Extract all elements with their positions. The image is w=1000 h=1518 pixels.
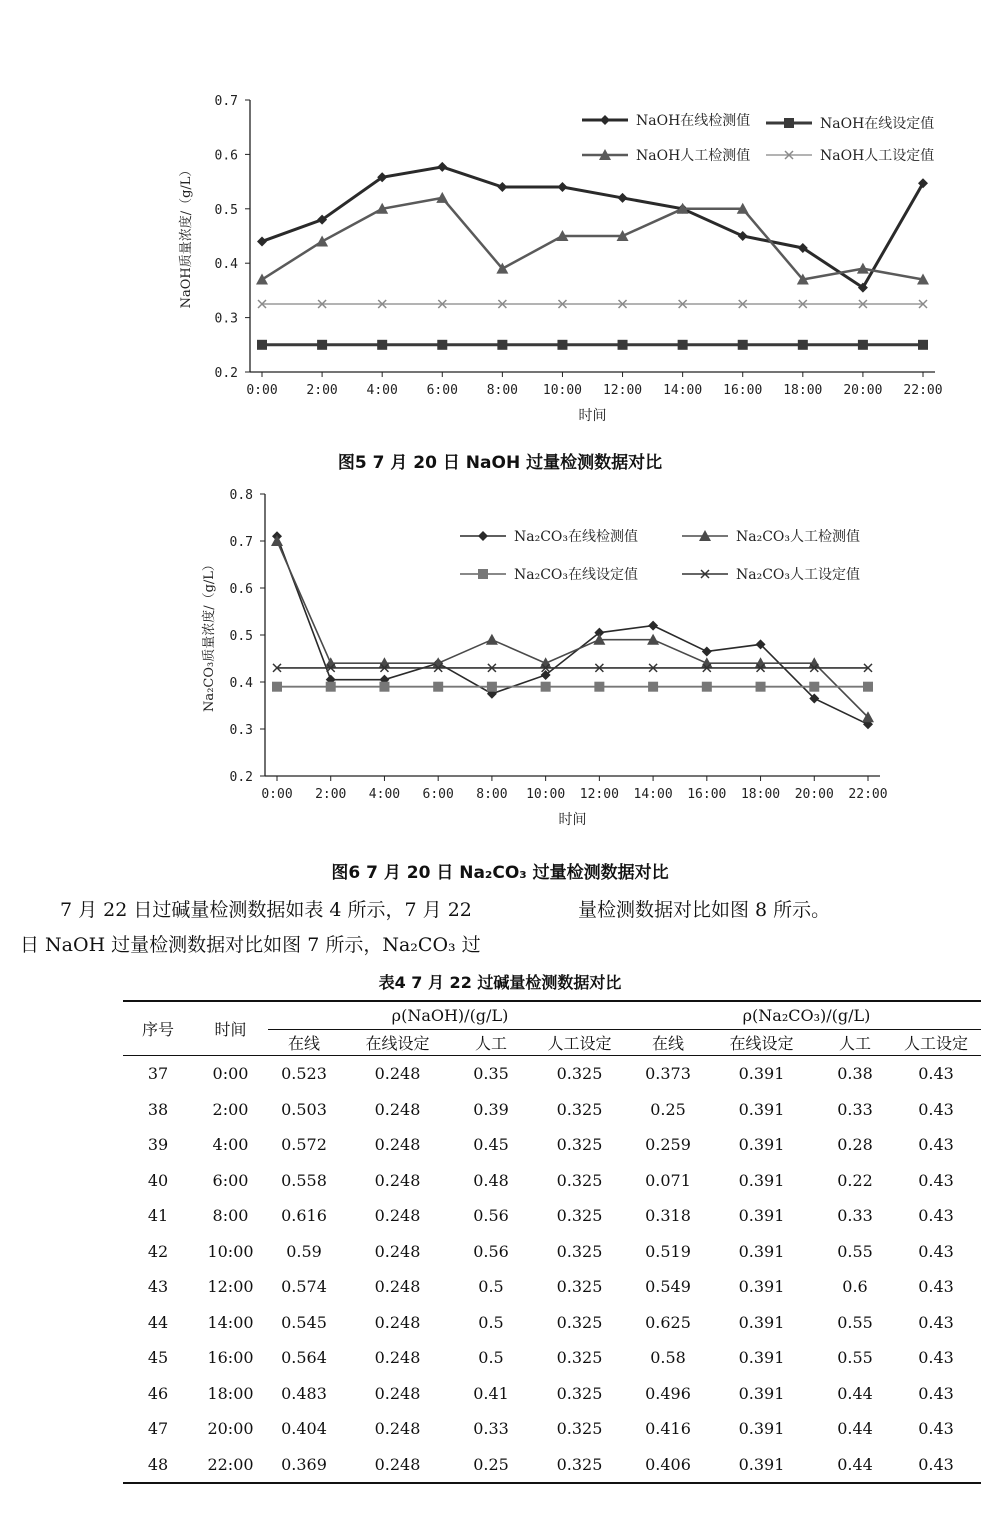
x-tick-label: 6:00	[426, 383, 458, 398]
table-cell: 0.56	[473, 1241, 509, 1261]
legend-label: Na₂CO₃在线设定值	[514, 567, 639, 583]
table-cell: 0.325	[556, 1419, 603, 1439]
data-point	[702, 646, 712, 656]
legend-label: Na₂CO₃在线检测值	[514, 529, 639, 545]
paragraph-left-line-1: 7 月 22 日过碱量检测数据如表 4 所示，7 月 22	[60, 899, 472, 921]
table-cell: 0.416	[645, 1419, 691, 1439]
y-tick-label: 0.2	[214, 366, 238, 381]
table-cell: 0.248	[374, 1241, 421, 1261]
header-sub: 人工设定	[891, 1030, 981, 1056]
header-sub: 在线设定	[340, 1030, 455, 1056]
y-axis-label: NaOH质量浓度/（g/L）	[179, 163, 194, 309]
data-point	[497, 182, 507, 192]
data-point	[379, 682, 389, 692]
table-cell: 0.391	[738, 1241, 785, 1261]
legend-marker	[478, 569, 488, 579]
series-line	[262, 198, 923, 280]
y-tick-label: 0.5	[214, 202, 238, 218]
data-point	[702, 682, 712, 692]
table-cell: 0.248	[374, 1099, 421, 1119]
table-cell: 16:00	[207, 1348, 254, 1368]
x-tick-label: 8:00	[476, 787, 508, 802]
table-cell: 0.248	[374, 1312, 421, 1332]
table-cell: 0.404	[281, 1419, 327, 1439]
table-cell: 0.545	[281, 1312, 327, 1332]
table-row	[123, 1234, 981, 1270]
table-cell: 0.43	[918, 1348, 954, 1368]
table-cell: 12:00	[207, 1277, 254, 1297]
x-tick-label: 2:00	[306, 383, 338, 398]
table-cell: 0.248	[374, 1170, 421, 1190]
table-cell: 0.391	[738, 1454, 785, 1474]
x-tick-label: 18:00	[783, 383, 823, 398]
table-cell: 0.391	[738, 1064, 785, 1084]
table-cell: 0.391	[738, 1383, 785, 1403]
table-cell: 0.28	[837, 1135, 873, 1155]
data-point	[433, 682, 443, 692]
data-point	[648, 682, 658, 692]
table-row	[123, 1163, 981, 1199]
data-point	[497, 340, 507, 350]
table-cell: 0.5	[478, 1348, 504, 1368]
table-cell: 0.625	[645, 1312, 691, 1332]
table-row	[123, 1198, 981, 1234]
data-point	[437, 340, 447, 350]
table-cell: 0.33	[837, 1206, 873, 1226]
y-axis-label: Na₂CO₃质量浓度/（g/L）	[202, 558, 217, 712]
x-tick-label: 16:00	[687, 787, 727, 802]
header-time: 时间	[193, 1001, 268, 1056]
table-cell: 10:00	[207, 1241, 254, 1261]
table-cell: 0.43	[918, 1312, 954, 1332]
table-cell: 0.325	[556, 1312, 603, 1332]
table-cell: 0.391	[738, 1099, 785, 1119]
table-cell: 0.248	[374, 1206, 421, 1226]
y-tick-label: 0.6	[214, 148, 238, 164]
y-tick-label: 0.6	[229, 582, 253, 597]
legend-label: NaOH在线设定值	[820, 116, 935, 132]
x-tick-label: 0:00	[246, 383, 278, 398]
x-tick-label: 16:00	[723, 383, 763, 398]
paragraph-right-line-1: 量检测数据对比如图 8 所示。	[578, 899, 831, 921]
table-cell: 22:00	[207, 1454, 254, 1474]
table-cell: 0.325	[556, 1383, 603, 1403]
x-tick-label: 8:00	[486, 383, 519, 398]
table-cell: 48	[147, 1454, 169, 1474]
data-point	[594, 682, 604, 692]
table-cell: 0.55	[837, 1348, 873, 1368]
legend-label: NaOH人工设定值	[820, 148, 935, 164]
table-cell: 0.44	[837, 1454, 873, 1474]
table-cell: 42	[147, 1241, 169, 1261]
table-cell: 14:00	[207, 1312, 254, 1332]
data-point	[326, 682, 336, 692]
header-seq: 序号	[123, 1001, 193, 1056]
table-cell: 0.391	[738, 1206, 785, 1226]
header-sub: 人工	[455, 1030, 527, 1056]
legend-label: Na₂CO₃人工设定值	[736, 567, 861, 583]
y-tick-label: 0.7	[214, 94, 238, 109]
data-point	[257, 340, 267, 350]
data-point	[257, 236, 267, 246]
table-cell: 4:00	[212, 1135, 249, 1155]
table-cell: 0.33	[473, 1419, 509, 1439]
table-cell: 0.391	[738, 1312, 785, 1332]
table-cell: 0.558	[281, 1170, 327, 1190]
table-cell: 0.572	[281, 1135, 327, 1155]
x-tick-label: 6:00	[422, 787, 454, 802]
data-point	[486, 634, 498, 645]
x-tick-label: 12:00	[579, 787, 619, 802]
legend-marker	[784, 118, 794, 128]
table-cell: 0.43	[918, 1241, 954, 1261]
y-tick-label: 0.2	[229, 770, 253, 785]
table-cell: 0.519	[645, 1241, 691, 1261]
table-cell: 0.35	[473, 1064, 509, 1084]
paragraph-left-line-2: 日 NaOH 过量检测数据对比如图 7 所示，Na₂CO₃ 过	[20, 934, 481, 956]
table-cell: 0.325	[556, 1170, 603, 1190]
table-cell: 0.248	[374, 1277, 421, 1297]
table-cell: 0.48	[473, 1170, 509, 1190]
table-cell: 0.38	[837, 1064, 873, 1084]
table-cell: 41	[147, 1206, 169, 1226]
table-cell: 0.503	[281, 1099, 327, 1119]
data-point	[918, 340, 928, 350]
legend-label: NaOH在线检测值	[636, 113, 751, 129]
table-cell: 0.391	[738, 1419, 785, 1439]
table-cell: 20:00	[207, 1419, 254, 1439]
table-cell: 0.41	[473, 1383, 509, 1403]
table-row	[123, 1092, 981, 1128]
table-cell: 0.25	[473, 1454, 509, 1474]
table-cell: 0.325	[556, 1277, 603, 1297]
table-cell: 0.248	[374, 1383, 421, 1403]
table-cell: 0.325	[556, 1135, 603, 1155]
x-tick-label: 0:00	[261, 787, 293, 802]
header-sub: 人工	[819, 1030, 891, 1056]
table-row	[123, 1411, 981, 1447]
data-point	[272, 682, 282, 692]
table-4	[123, 1000, 981, 1484]
table-cell: 0.55	[837, 1312, 873, 1332]
table-cell: 0.391	[738, 1135, 785, 1155]
header-sub: 在线设定	[704, 1030, 819, 1056]
table-cell: 0.564	[281, 1348, 327, 1368]
table-cell: 0.59	[286, 1241, 322, 1261]
table-cell: 0.6	[842, 1277, 868, 1297]
table-cell: 46	[147, 1383, 169, 1403]
x-tick-label: 18:00	[740, 787, 781, 802]
table-cell: 0.616	[281, 1206, 327, 1226]
data-point	[316, 235, 328, 246]
table-cell: 2:00	[212, 1099, 249, 1119]
data-point	[487, 682, 497, 692]
data-point	[557, 182, 567, 192]
figure-5-caption: 图5 7 月 20 日 NaOH 过量检测数据对比	[337, 453, 663, 473]
table-cell: 0.44	[837, 1419, 873, 1439]
header-sub: 在线	[268, 1030, 340, 1056]
data-point	[738, 340, 748, 350]
table-cell: 0.45	[473, 1135, 509, 1155]
data-point	[540, 657, 552, 668]
table-cell: 0.248	[374, 1135, 421, 1155]
figure-5-chart	[0, 0, 1000, 440]
table-cell: 0:00	[212, 1064, 249, 1084]
x-tick-label: 20:00	[794, 787, 834, 802]
table-row	[123, 1056, 981, 1092]
table-cell: 0.33	[837, 1099, 873, 1119]
x-tick-label: 4:00	[366, 383, 398, 398]
y-tick-label: 0.3	[229, 723, 253, 738]
table-cell: 40	[147, 1170, 169, 1190]
figure-6-caption: 图6 7 月 20 日 Na₂CO₃ 过量检测数据对比	[331, 863, 669, 883]
table-cell: 0.406	[645, 1454, 691, 1474]
table-row	[123, 1305, 981, 1341]
data-point	[557, 340, 567, 350]
table-cell: 8:00	[212, 1206, 249, 1226]
data-point	[618, 340, 628, 350]
data-point	[377, 340, 387, 350]
table-cell: 47	[147, 1419, 169, 1439]
header-sub: 在线	[632, 1030, 704, 1056]
legend-label: NaOH人工检测值	[636, 148, 751, 164]
x-tick-label: 10:00	[526, 787, 566, 802]
x-tick-label: 14:00	[663, 383, 703, 398]
table-cell: 0.071	[645, 1170, 691, 1190]
table-cell: 0.373	[645, 1064, 691, 1084]
table-cell: 0.43	[918, 1206, 954, 1226]
x-axis-label: 时间	[558, 812, 587, 828]
table-row	[123, 1269, 981, 1305]
table-cell: 0.58	[650, 1348, 686, 1368]
table-cell: 0.5	[478, 1312, 504, 1332]
data-point	[809, 682, 819, 692]
x-tick-label: 14:00	[633, 787, 673, 802]
table-cell: 37	[147, 1064, 169, 1084]
table-cell: 0.325	[556, 1241, 603, 1261]
x-axis-label: 时间	[578, 408, 607, 424]
data-point	[317, 340, 327, 350]
table-cell: 0.248	[374, 1348, 421, 1368]
table-cell: 0.55	[837, 1241, 873, 1261]
data-point	[256, 274, 268, 285]
table-cell: 0.523	[281, 1064, 327, 1084]
data-point	[541, 682, 551, 692]
y-tick-label: 0.4	[214, 257, 238, 273]
table-cell: 0.43	[918, 1170, 954, 1190]
table-cell: 0.496	[645, 1383, 691, 1403]
table-cell: 6:00	[212, 1170, 249, 1190]
header-na2co3-group: ρ(Na₂CO₃)/(g/L)	[632, 1001, 981, 1030]
series-line	[277, 536, 868, 724]
data-point	[756, 682, 766, 692]
table-cell: 0.5	[478, 1277, 504, 1297]
y-tick-label: 0.3	[214, 311, 238, 327]
x-tick-label: 12:00	[602, 383, 643, 398]
x-tick-label: 20:00	[843, 383, 883, 398]
table-cell: 0.391	[738, 1170, 785, 1190]
x-tick-label: 22:00	[848, 787, 888, 802]
table-cell: 0.325	[556, 1064, 603, 1084]
table-cell: 0.44	[837, 1383, 873, 1403]
table-cell: 0.43	[918, 1099, 954, 1119]
table-cell: 0.43	[918, 1454, 954, 1474]
table-cell: 43	[147, 1277, 169, 1297]
data-point	[863, 682, 873, 692]
figure-6-chart	[0, 476, 1000, 846]
table-cell: 0.325	[556, 1348, 603, 1368]
data-point	[618, 193, 628, 203]
x-tick-label: 4:00	[368, 787, 401, 802]
data-point	[437, 162, 447, 172]
table-cell: 0.43	[918, 1277, 954, 1297]
table-cell: 0.483	[281, 1383, 327, 1403]
table-cell: 0.43	[918, 1064, 954, 1084]
data-point	[798, 340, 808, 350]
legend-marker	[478, 531, 488, 541]
legend-marker	[600, 115, 610, 125]
table-4-caption: 表4 7 月 22 过碱量检测数据对比	[378, 973, 622, 992]
table-cell: 0.391	[738, 1277, 785, 1297]
x-tick-label: 2:00	[315, 787, 347, 802]
table-cell: 18:00	[207, 1383, 254, 1403]
y-tick-label: 0.8	[229, 488, 253, 503]
table-cell: 0.369	[281, 1454, 327, 1474]
table-cell: 0.248	[374, 1454, 421, 1474]
header-sub: 人工设定	[527, 1030, 632, 1056]
table-cell: 39	[147, 1135, 169, 1155]
table-cell: 0.325	[556, 1206, 603, 1226]
table-cell: 0.248	[374, 1419, 421, 1439]
y-tick-label: 0.4	[229, 676, 253, 691]
series-line	[262, 167, 923, 288]
table-cell: 44	[147, 1312, 169, 1332]
data-point	[678, 340, 688, 350]
table-row	[123, 1127, 981, 1163]
data-point	[648, 621, 658, 631]
table-cell: 0.39	[473, 1099, 509, 1119]
table-cell: 0.574	[281, 1277, 327, 1297]
table-cell: 0.259	[645, 1135, 691, 1155]
header-naoh-group: ρ(NaOH)/(g/L)	[268, 1001, 632, 1030]
table-cell: 0.325	[556, 1454, 603, 1474]
table-cell: 45	[147, 1348, 169, 1368]
table-cell: 0.43	[918, 1419, 954, 1439]
table-row	[123, 1340, 981, 1376]
table-cell: 0.56	[473, 1206, 509, 1226]
table-cell: 0.391	[738, 1348, 785, 1368]
table-cell: 0.43	[918, 1383, 954, 1403]
table-cell: 0.22	[837, 1170, 873, 1190]
data-point	[858, 340, 868, 350]
y-tick-label: 0.5	[229, 629, 253, 644]
table-cell: 0.318	[645, 1206, 691, 1226]
table-row	[123, 1447, 981, 1484]
table-cell: 0.43	[918, 1135, 954, 1155]
table-cell: 0.325	[556, 1099, 603, 1119]
table-cell: 0.248	[374, 1064, 421, 1084]
data-point	[738, 231, 748, 241]
table-cell: 0.25	[650, 1099, 686, 1119]
x-tick-label: 10:00	[542, 383, 583, 398]
table-cell: 38	[147, 1099, 169, 1119]
table-cell: 0.549	[645, 1277, 691, 1297]
legend-label: Na₂CO₃人工检测值	[736, 529, 861, 545]
table-row	[123, 1376, 981, 1412]
x-tick-label: 22:00	[903, 383, 943, 398]
y-tick-label: 0.7	[229, 535, 253, 550]
